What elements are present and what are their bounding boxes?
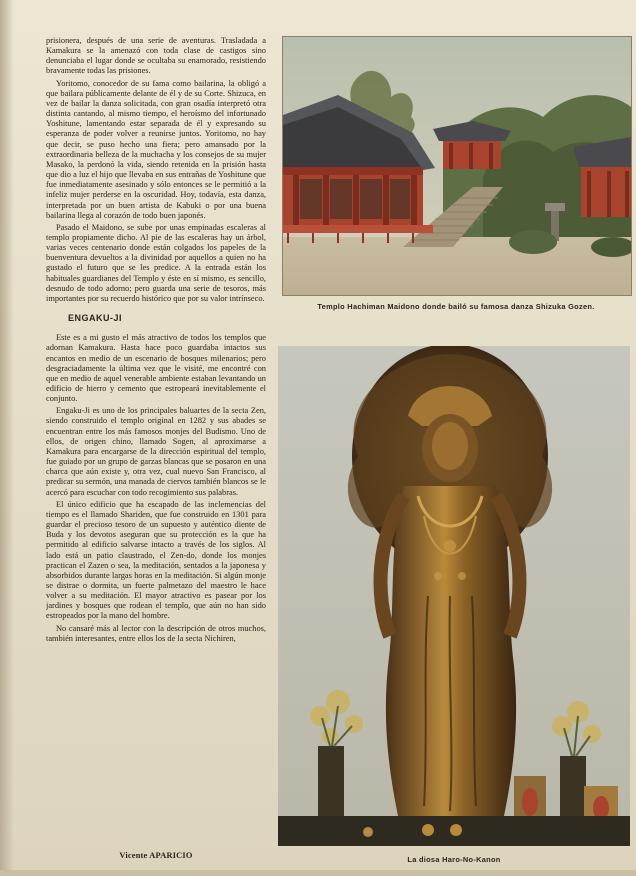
- page-edge: [0, 870, 636, 876]
- section-heading: ENGAKU-JI: [68, 313, 123, 324]
- article-paragraph: Pasado el Maidono, se sube por unas empinadas escaleras al templo propiamente dicho. Al pie de las escaleras hay un árbol, varias veces centenario donde están colgados los papeles de la buenventura devueltos a la divinidad por aquellos a quien no ha gustado el futuro que se les predice. A la entrada están los habituales guardianes del Templo y éste en sí mismo, es sencillo, desnudo de todo adorno; pero guarda una serie de tesoros, más importantes por su recuerdo histórico que por su valor intrínseco.: [46, 222, 266, 303]
- bottom-photo-caption: La diosa Haro-No-Kanon: [407, 855, 501, 864]
- binding-shadow: [0, 0, 14, 876]
- article-paragraph: El único edificio que ha escapado de las inclemencias del tiempo es el llamado Shariden, que fue construido en 1301 para guardar el precioso tesoro de un supuesto y auténtico diente de Buda y los devotos aseguran que su protección es la que ha permitido al edificio salvarse intacto a través de los siglos. Al lado está un patio claustrado, el Zen-do, donde los monjes practican el Zazen o sea, la meditación, sentados a la japonesa y absorbidos durante largas horas en la meditación. Si algún monje se distrae o dormita, un fuerte palmetazo del maestro le hace volver a su meditación. El mayor atractivo es pasear por los jardines y bosques que rodean el templo, que aún no han sido estropeados por la mano del hombre.: [46, 499, 266, 621]
- article-paragraph: prisionera, después de una serie de aventuras. Trasladada a Kamakura se la amenazó con toda clase de castigos sino denunciaba el lugar donde se ocultaba su enamorado, resistiendo bravamente todas las prisiones.: [46, 36, 266, 76]
- article-paragraph: Yoritomo, conocedor de su fama como bailarina, la obligó a que bailara públicamente delante de él y de su Corte. Shizuca, en vez de bailar la danza solicitada, con gran osadía interpretó otra distinta cantando, al mismo tiempo, el heroísmo del infortunado Yoshitune, lamentando estar separada de él y expresando su esperanza de poder volver a reunirse juntos. Yoritomo, no hay que decir, se puso hecho una fiera; pero amansado por la extraordinaria belleza de la muchacha y los consejos de su mujer Masako, la perdonó la vida, siendo retenida en la prisión hasta que dio a luz el hijo que llevaba en sus entrañas de Yoshitune que fue inmediatamente asesinado y sólo entonces se le permitió a la infeliz mujer perderse en la oscuridad. Hoy, todavía, esta danza, interpretada por un buen artista de Kabuki o por una buena bailarina llega al corazón de todo buen japonés.: [46, 78, 266, 220]
- article-paragraph: No cansaré más al lector con la descripción de otros muchos, también interesantes, entre ellos los de la secta Nichiren,: [46, 623, 266, 643]
- temple-illustration: [283, 37, 631, 295]
- kannon-statue-photo: [278, 346, 630, 846]
- article-paragraph: Engaku-Ji es uno de los principales baluartes de la secta Zen, siendo construido el templo original en 1282 y sus abades se encuentran entre los más famosos monjes del Budismo. Uno de ellos, de origen chino, llamado Sogen, al aproximarse a Kamakura para encargarse de la dirección espiritual del templo, fue guiado por un grupo de garzas blancas que se posaron en una charca que aún existe y, otra vez, cual nuevo San Francisco, al predicar su sermón, una manada de ciervos también blancos se le acercó para escuchar con todo recogimiento sus palabras.: [46, 406, 266, 497]
- kannon-statue-illustration: [278, 346, 630, 846]
- article-text-column: [46, 36, 266, 850]
- author-signature: Vicente APARICIO: [119, 851, 193, 860]
- temple-photo: [282, 36, 632, 296]
- top-photo-caption: Templo Hachiman Maidono donde bailó su famosa danza Shizuka Gozen.: [317, 302, 595, 311]
- article-paragraph: Este es a mi gusto el más atractivo de todos los templos que adornan Kamakura. Hasta hace poco guardaba intactos sus encantos en medio de un escenario de bosques milenarios; pero desgraciadamente la última vez que le visité, me encontré con que en medio de aquel venerable ambiente estaban levantando un edificio de hierro y cemento que estropeará inevitablemente el conjunto.: [46, 333, 266, 404]
